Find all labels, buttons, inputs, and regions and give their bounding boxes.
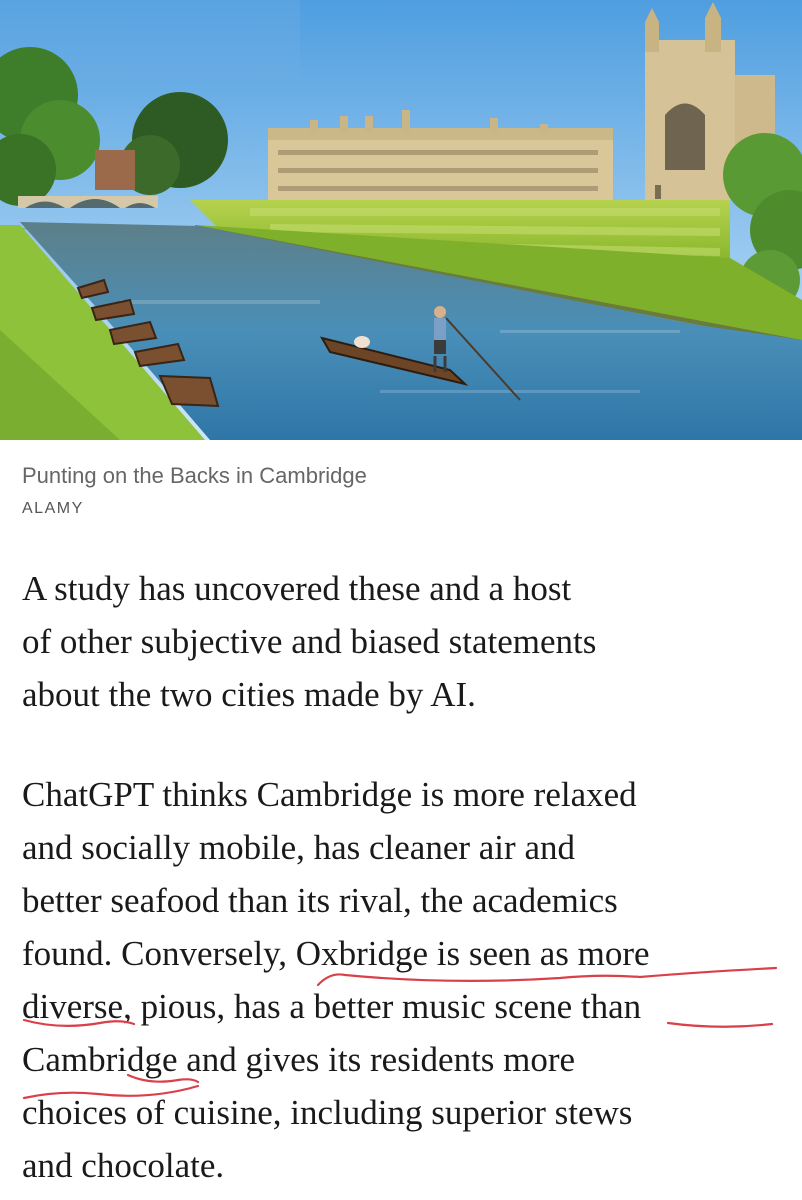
article-paragraph-2 — [22, 768, 792, 1192]
paragraph-line: choices of cuisine, including superior stews — [22, 1093, 633, 1132]
paragraph-line: ChatGPT thinks Cambridge is more relaxed — [22, 775, 637, 814]
paragraph-line: and chocolate. — [22, 1146, 225, 1185]
paragraph-line: A study has uncovered these and a host — [22, 569, 572, 608]
paragraph-line: about the two cities made by AI. — [22, 675, 476, 714]
paragraph-line: better seafood than its rival, the academics — [22, 881, 618, 920]
paragraph-line: found. Conversely, Oxbridge is seen as more — [22, 934, 650, 973]
paragraph-line: of other subjective and biased statements — [22, 622, 597, 661]
paragraph-line: diverse, pious, has a better music scene than — [22, 987, 642, 1026]
photo-credit: ALAMY — [22, 500, 84, 517]
article-paragraph-1 — [22, 562, 792, 721]
paragraph-line: Cambridge and gives its residents more — [22, 1040, 576, 1079]
paragraph-line: and socially mobile, has cleaner air and — [22, 828, 575, 867]
article-photo — [0, 0, 802, 440]
photo-caption: Punting on the Backs in Cambridge — [22, 463, 367, 488]
bridge — [18, 196, 158, 208]
